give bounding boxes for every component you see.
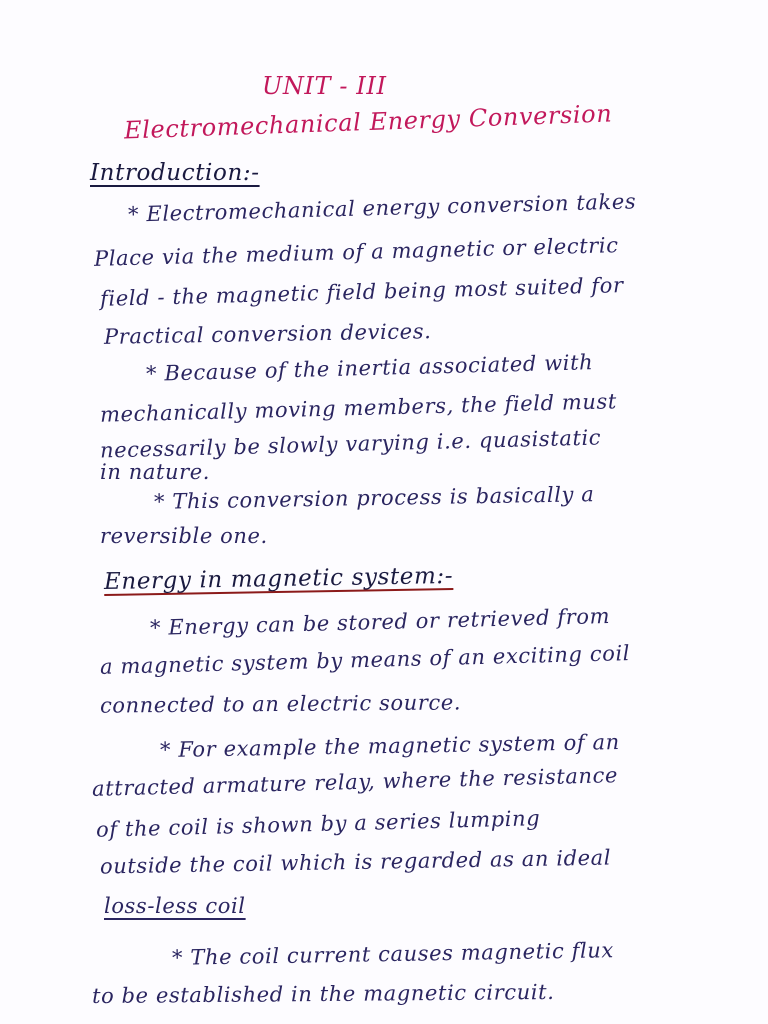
text-line: * This conversion process is basically a <box>153 482 595 514</box>
text-line: * Energy can be stored or retrieved from <box>149 603 611 641</box>
text-line: Place via the medium of a magnetic or electric <box>93 233 619 271</box>
section-heading-introduction: Introduction:- <box>90 160 260 186</box>
text-line: necessarily be slowly varying i.e. quasistatic <box>99 425 602 463</box>
text-line: a magnetic system by means of an exciting coil <box>99 641 631 679</box>
text-line: outside the coil which is regarded as an ideal <box>99 845 612 879</box>
text-line: to be established in the magnetic circuit. <box>91 979 555 1009</box>
text-line: attracted armature relay, where the resistance <box>91 763 619 801</box>
text-line: field - the magnetic field being most suited for <box>99 273 624 311</box>
text-line: connected to an electric source. <box>99 690 462 718</box>
unit-label: UNIT - III <box>262 72 387 100</box>
text-line: * The coil current causes magnetic flux <box>171 938 615 970</box>
text-line: * Electromechanical energy conversion takes <box>127 189 637 227</box>
text-line: loss-less coil <box>104 894 246 918</box>
text-line: in nature. <box>100 460 211 484</box>
text-line: * For example the magnetic system of an <box>159 729 621 763</box>
section-heading-energy-magnetic: Energy in magnetic system:- <box>103 562 454 596</box>
page-title: Electromechanical Energy Conversion <box>123 99 613 145</box>
text-line: of the coil is shown by a series lumping <box>95 806 541 842</box>
text-line: Practical conversion devices. <box>103 319 432 349</box>
text-line: * Because of the inertia associated with <box>145 350 594 386</box>
text-line: mechanically moving members, the field must <box>99 389 618 427</box>
text-line: reversible one. <box>100 524 268 548</box>
